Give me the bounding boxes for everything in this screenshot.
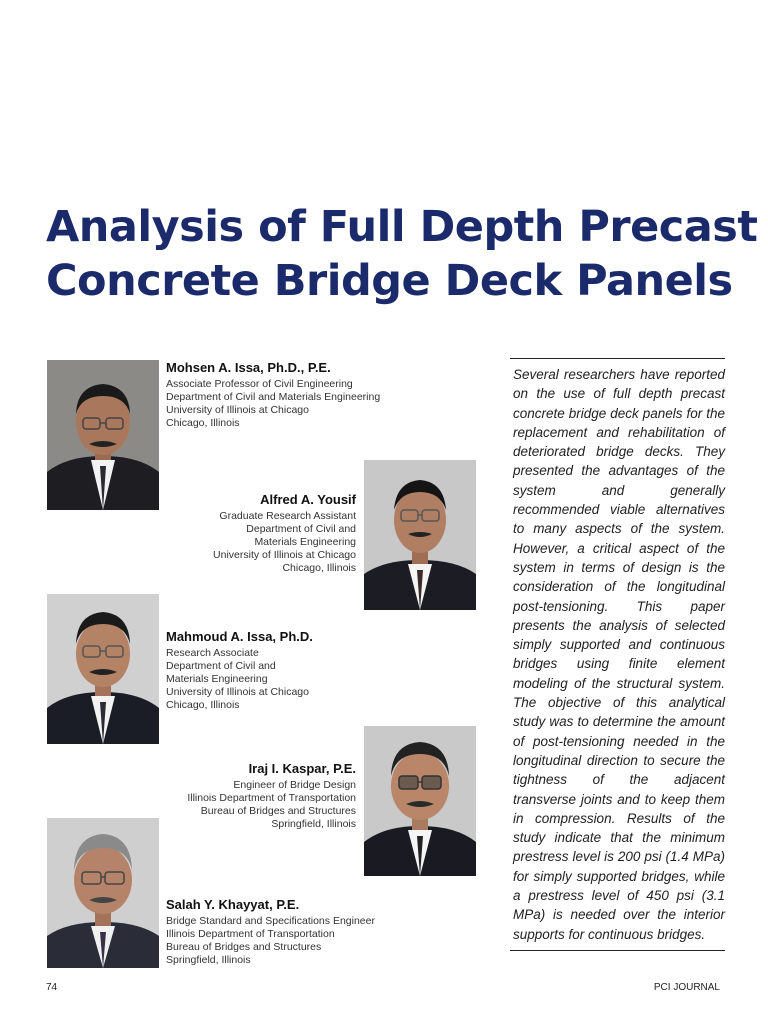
- author-affiliation-line: Engineer of Bridge Design: [233, 779, 356, 791]
- author-affiliation-line: Springfield, Illinois: [166, 954, 251, 966]
- author-block-alfred-yousif: [170, 491, 356, 575]
- author-affiliation-line: Illinois Department of Transportation: [166, 928, 335, 940]
- author-name: Mohsen A. Issa, Ph.D., P.E.: [166, 360, 331, 375]
- portrait-icon: [364, 726, 476, 876]
- author-affiliation-line: University of Illinois at Chicago: [166, 686, 309, 698]
- article-title: [46, 200, 758, 308]
- author-affiliation-line: Materials Engineering: [254, 536, 356, 548]
- author-photo-mahmoud-issa: [47, 594, 159, 744]
- author-affiliation-line: Graduate Research Assistant: [219, 510, 356, 522]
- portrait-icon: [364, 460, 476, 610]
- author-affiliation-line: Illinois Department of Transportation: [187, 792, 356, 804]
- author-affiliation-line: Bridge Standard and Specifications Engineer: [166, 915, 375, 927]
- author-affiliation-line: University of Illinois at Chicago: [166, 404, 309, 416]
- author-affiliation-line: Department of Civil and Materials Engineering: [166, 391, 381, 403]
- author-affiliation-line: Chicago, Illinois: [166, 417, 240, 429]
- portrait-icon: [47, 818, 159, 968]
- author-photo-salah-khayyat: [47, 818, 159, 968]
- author-affiliation-line: Chicago, Illinois: [166, 699, 240, 711]
- author-name: Mahmoud A. Issa, Ph.D.: [166, 629, 313, 644]
- author-name: Iraj I. Kaspar, P.E.: [248, 761, 356, 776]
- page-number: 74: [46, 982, 58, 993]
- author-block-mohsen-issa: [166, 359, 380, 430]
- author-affiliation-line: Springfield, Illinois: [271, 818, 356, 830]
- author-affiliation-line: Bureau of Bridges and Structures: [200, 805, 356, 817]
- author-affiliation-line: Chicago, Illinois: [282, 562, 356, 574]
- author-affiliation-line: Department of Civil and: [246, 523, 356, 535]
- author-block-salah-khayyat: [166, 896, 375, 967]
- author-photo-mohsen-issa: [47, 360, 159, 510]
- author-block-mahmoud-issa: [166, 628, 313, 712]
- author-affiliation-line: Materials Engineering: [166, 673, 268, 685]
- journal-name: PCI JOURNAL: [653, 982, 720, 993]
- portrait-icon: [47, 360, 159, 510]
- title-line-1: Analysis of Full Depth Precast: [46, 202, 758, 252]
- author-name: Alfred A. Yousif: [260, 492, 356, 507]
- author-affiliation-line: University of Illinois at Chicago: [213, 549, 356, 561]
- author-photo-iraj-kaspar: [364, 726, 476, 876]
- portrait-icon: [47, 594, 159, 744]
- author-affiliation-line: Associate Professor of Civil Engineering: [166, 378, 353, 390]
- author-name: Salah Y. Khayyat, P.E.: [166, 897, 300, 912]
- author-affiliation-line: Research Associate: [166, 647, 259, 659]
- title-line-2: Concrete Bridge Deck Panels: [46, 256, 733, 306]
- author-affiliation-line: Department of Civil and: [166, 660, 276, 672]
- abstract: Several researchers have reported on the use of full depth precast concrete bridge deck panels for the replacement and rehabilitation of deteriorated bridge decks. They presented the advantages of the system and generally recommended viable alternatives to many aspects of the system. However, a critical aspect of the system in terms of design is the consideration of the longitudinal post-tensioning. This paper presents the analysis of selected simply supported and continuous bridges using finite element modeling of the structural system. The objective of this analytical study was to determine the amount of post-tensioning needed in the longitudinal direction to secure the tightness of the adjacent transverse joints and to keep them in compression. Results of the study indicate that the minimum prestress level is 200 psi (1.4 MPa) for simply supported bridges, while a prestress level of 450 psi (3.1 MPa) is needed over the interior supports for continuous bridges.: [510, 358, 725, 951]
- author-block-iraj-kaspar: [150, 760, 356, 831]
- author-photo-alfred-yousif: [364, 460, 476, 610]
- author-affiliation-line: Bureau of Bridges and Structures: [166, 941, 322, 953]
